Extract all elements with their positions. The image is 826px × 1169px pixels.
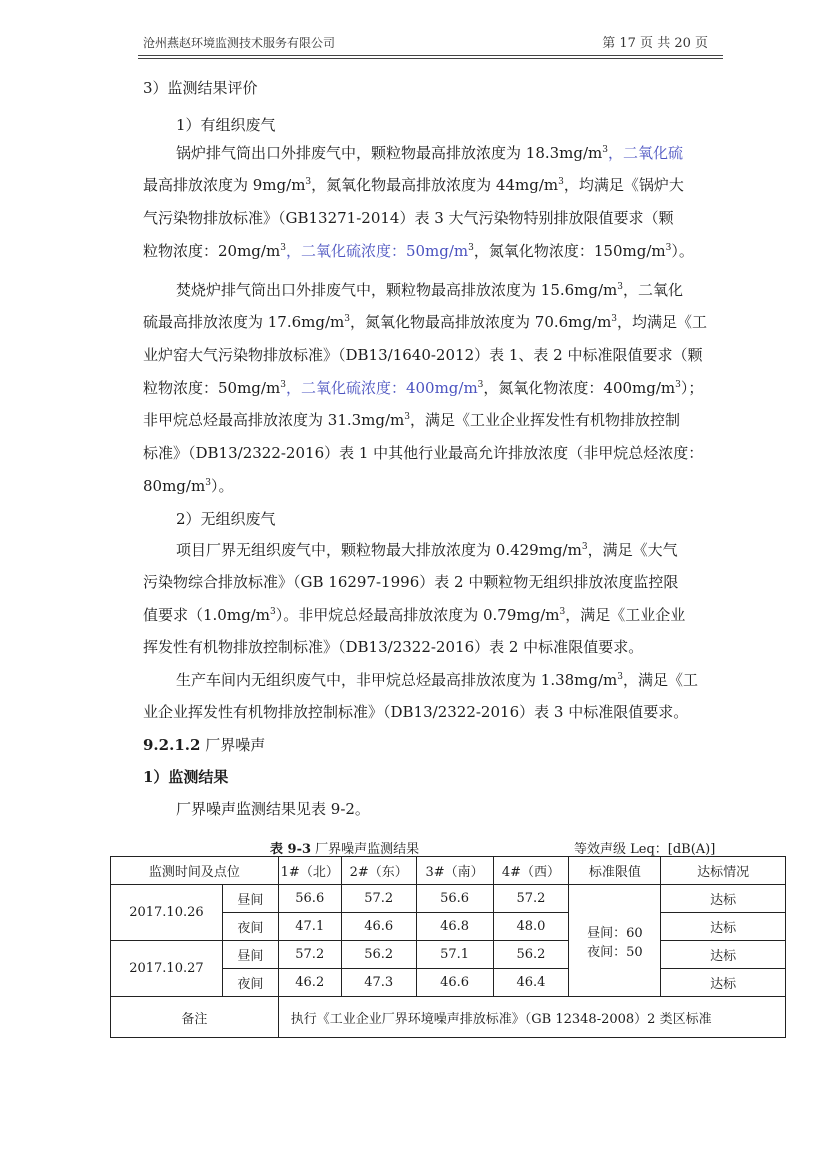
period-cell: 昼间 — [222, 941, 278, 969]
header-rule — [138, 55, 723, 56]
table-unit: 等效声级 Leq：[dB(A)] — [574, 842, 716, 857]
value-cell: 47.1 — [278, 913, 341, 941]
limit-day: 昼间：60 — [587, 925, 643, 941]
header-cell: 4#（西） — [493, 857, 569, 885]
period-cell: 夜间 — [222, 913, 278, 941]
paragraph-line: 粒物浓度：$20mg/m^3$，二氧化硫浓度：$50mg/m^3$，氮氧化物浓度：$150mg/m^3$）。 — [143, 242, 694, 260]
header-cell: 2#（东） — [341, 857, 416, 885]
value-cell: 57.1 — [416, 941, 493, 969]
status-cell: 达标 — [661, 969, 786, 997]
date-cell: 2017.10.27 — [111, 941, 223, 997]
paragraph-line: 焚烧炉排气筒出口外排废气中，颗粒物最高排放浓度为 $15.6mg/m^3$，二氧化 — [176, 281, 684, 299]
period-cell: 夜间 — [222, 969, 278, 997]
subheading-organized-gas: 1）有组织废气 — [176, 116, 276, 134]
header-cell: 1#（北） — [278, 857, 341, 885]
value-cell: 46.2 — [278, 969, 341, 997]
status-cell: 达标 — [661, 941, 786, 969]
table-header-row — [111, 857, 786, 885]
page-number: 第 17 页 共 20 页 — [602, 36, 708, 51]
subheading-monitoring-results: 1）监测结果 — [143, 768, 229, 786]
section-heading-3: 3）监测结果评价 — [143, 79, 258, 97]
value-cell: 56.6 — [416, 885, 493, 913]
note-text: 执行《工业企业厂界环境噪声排放标准》（GB 12348-2008）2 类区标准 — [278, 997, 785, 1038]
paragraph-line: 厂界噪声监测结果见表 9-2。 — [176, 800, 370, 818]
paragraph-line: 非甲烷总烃最高排放浓度为 $31.3mg/m^3$，满足《工业企业挥发性有机物排放控制 — [143, 411, 681, 429]
note-label: 备注 — [111, 997, 279, 1038]
limit-cell — [569, 885, 661, 997]
value-cell: 47.3 — [341, 969, 416, 997]
limit-night: 夜间：50 — [587, 944, 643, 960]
value-cell: 57.2 — [341, 885, 416, 913]
paragraph-line: 标准》（DB13/2322-2016）表 1 中其他行业最高允许排放浓度（非甲烷总烃浓度： — [143, 444, 704, 462]
paragraph-line: 最高排放浓度为 $9mg/m^3$，氮氧化物最高排放浓度为 $44mg/m^3$，均满足《锅炉大 — [143, 176, 684, 194]
value-cell: 48.0 — [493, 913, 569, 941]
paragraph-line: 硫最高排放浓度为 $17.6mg/m^3$，氮氧化物最高排放浓度为 $70.6mg/m^3$，均满足《工 — [143, 313, 708, 331]
date-cell: 2017.10.26 — [111, 885, 223, 941]
paragraph-line: 值要求$(1.0mg/m^3)$。非甲烷总烃最高排放浓度为 $0.79mg/m^3$，满足《工业企业 — [143, 606, 686, 624]
value-cell: 46.6 — [416, 969, 493, 997]
paragraph-line: 污染物综合排放标准》（GB 16297-1996）表 2 中颗粒物无组织排放浓度监控限 — [143, 573, 679, 591]
value-cell: 56.2 — [493, 941, 569, 969]
paragraph-line: $80mg/m^3$）。 — [143, 477, 234, 495]
value-cell: 46.8 — [416, 913, 493, 941]
table-row — [111, 941, 786, 969]
period-cell: 昼间 — [222, 885, 278, 913]
noise-results-table — [110, 856, 786, 1038]
status-cell: 达标 — [661, 913, 786, 941]
header-cell: 达标情况 — [661, 857, 786, 885]
header-cell: 标准限值 — [569, 857, 661, 885]
value-cell: 46.4 — [493, 969, 569, 997]
table-row — [111, 885, 786, 913]
paragraph-line: 生产车间内无组织废气中，非甲烷总烃最高排放浓度为 $1.38mg/m^3$，满足《工 — [176, 671, 699, 689]
value-cell: 56.6 — [278, 885, 341, 913]
value-cell: 56.2 — [341, 941, 416, 969]
status-cell: 达标 — [661, 885, 786, 913]
paragraph-line: 粒物浓度：$50mg/m^3$，二氧化硫浓度：$400mg/m^3$，氮氧化物浓度：$400mg/m^3$）； — [143, 379, 704, 397]
header-rule-2 — [138, 58, 723, 59]
value-cell: 46.6 — [341, 913, 416, 941]
paragraph-line: 业企业挥发性有机物排放控制标准》（DB13/2322-2016）表 3 中标准限值要求。 — [143, 703, 689, 721]
paragraph-line: 挥发性有机物排放控制标准》（DB13/2322-2016）表 2 中标准限值要求。 — [143, 638, 644, 656]
value-cell: 57.2 — [278, 941, 341, 969]
section-heading-9-2-1-2: 9.2.1.2 厂界噪声 — [143, 736, 266, 754]
header-cell: 3#（南） — [416, 857, 493, 885]
page-header-company: 沧州燕赵环境监测技术服务有限公司 — [143, 36, 336, 50]
paragraph-line: 锅炉排气筒出口外排废气中，颗粒物最高排放浓度为 $18.3mg/m^3$，二氧化硫 — [176, 144, 684, 162]
paragraph-line: 气污染物排放标准》（GB13271-2014）表 3 大气污染物特别排放限值要求（颗 — [143, 209, 674, 227]
table-note-row — [111, 997, 786, 1038]
table-caption: 表 9-3 厂界噪声监测结果 — [270, 842, 420, 857]
value-cell: 57.2 — [493, 885, 569, 913]
header-cell: 监测时间及点位 — [111, 857, 279, 885]
subheading-fugitive-gas: 2）无组织废气 — [176, 510, 276, 528]
paragraph-line: 项目厂界无组织废气中，颗粒物最大排放浓度为 $0.429mg/m^3$，满足《大气 — [176, 541, 678, 559]
paragraph-line: 业炉窑大气污染物排放标准》（DB13/1640-2012）表 1、表 2 中标准限值要求（颗 — [143, 346, 703, 364]
